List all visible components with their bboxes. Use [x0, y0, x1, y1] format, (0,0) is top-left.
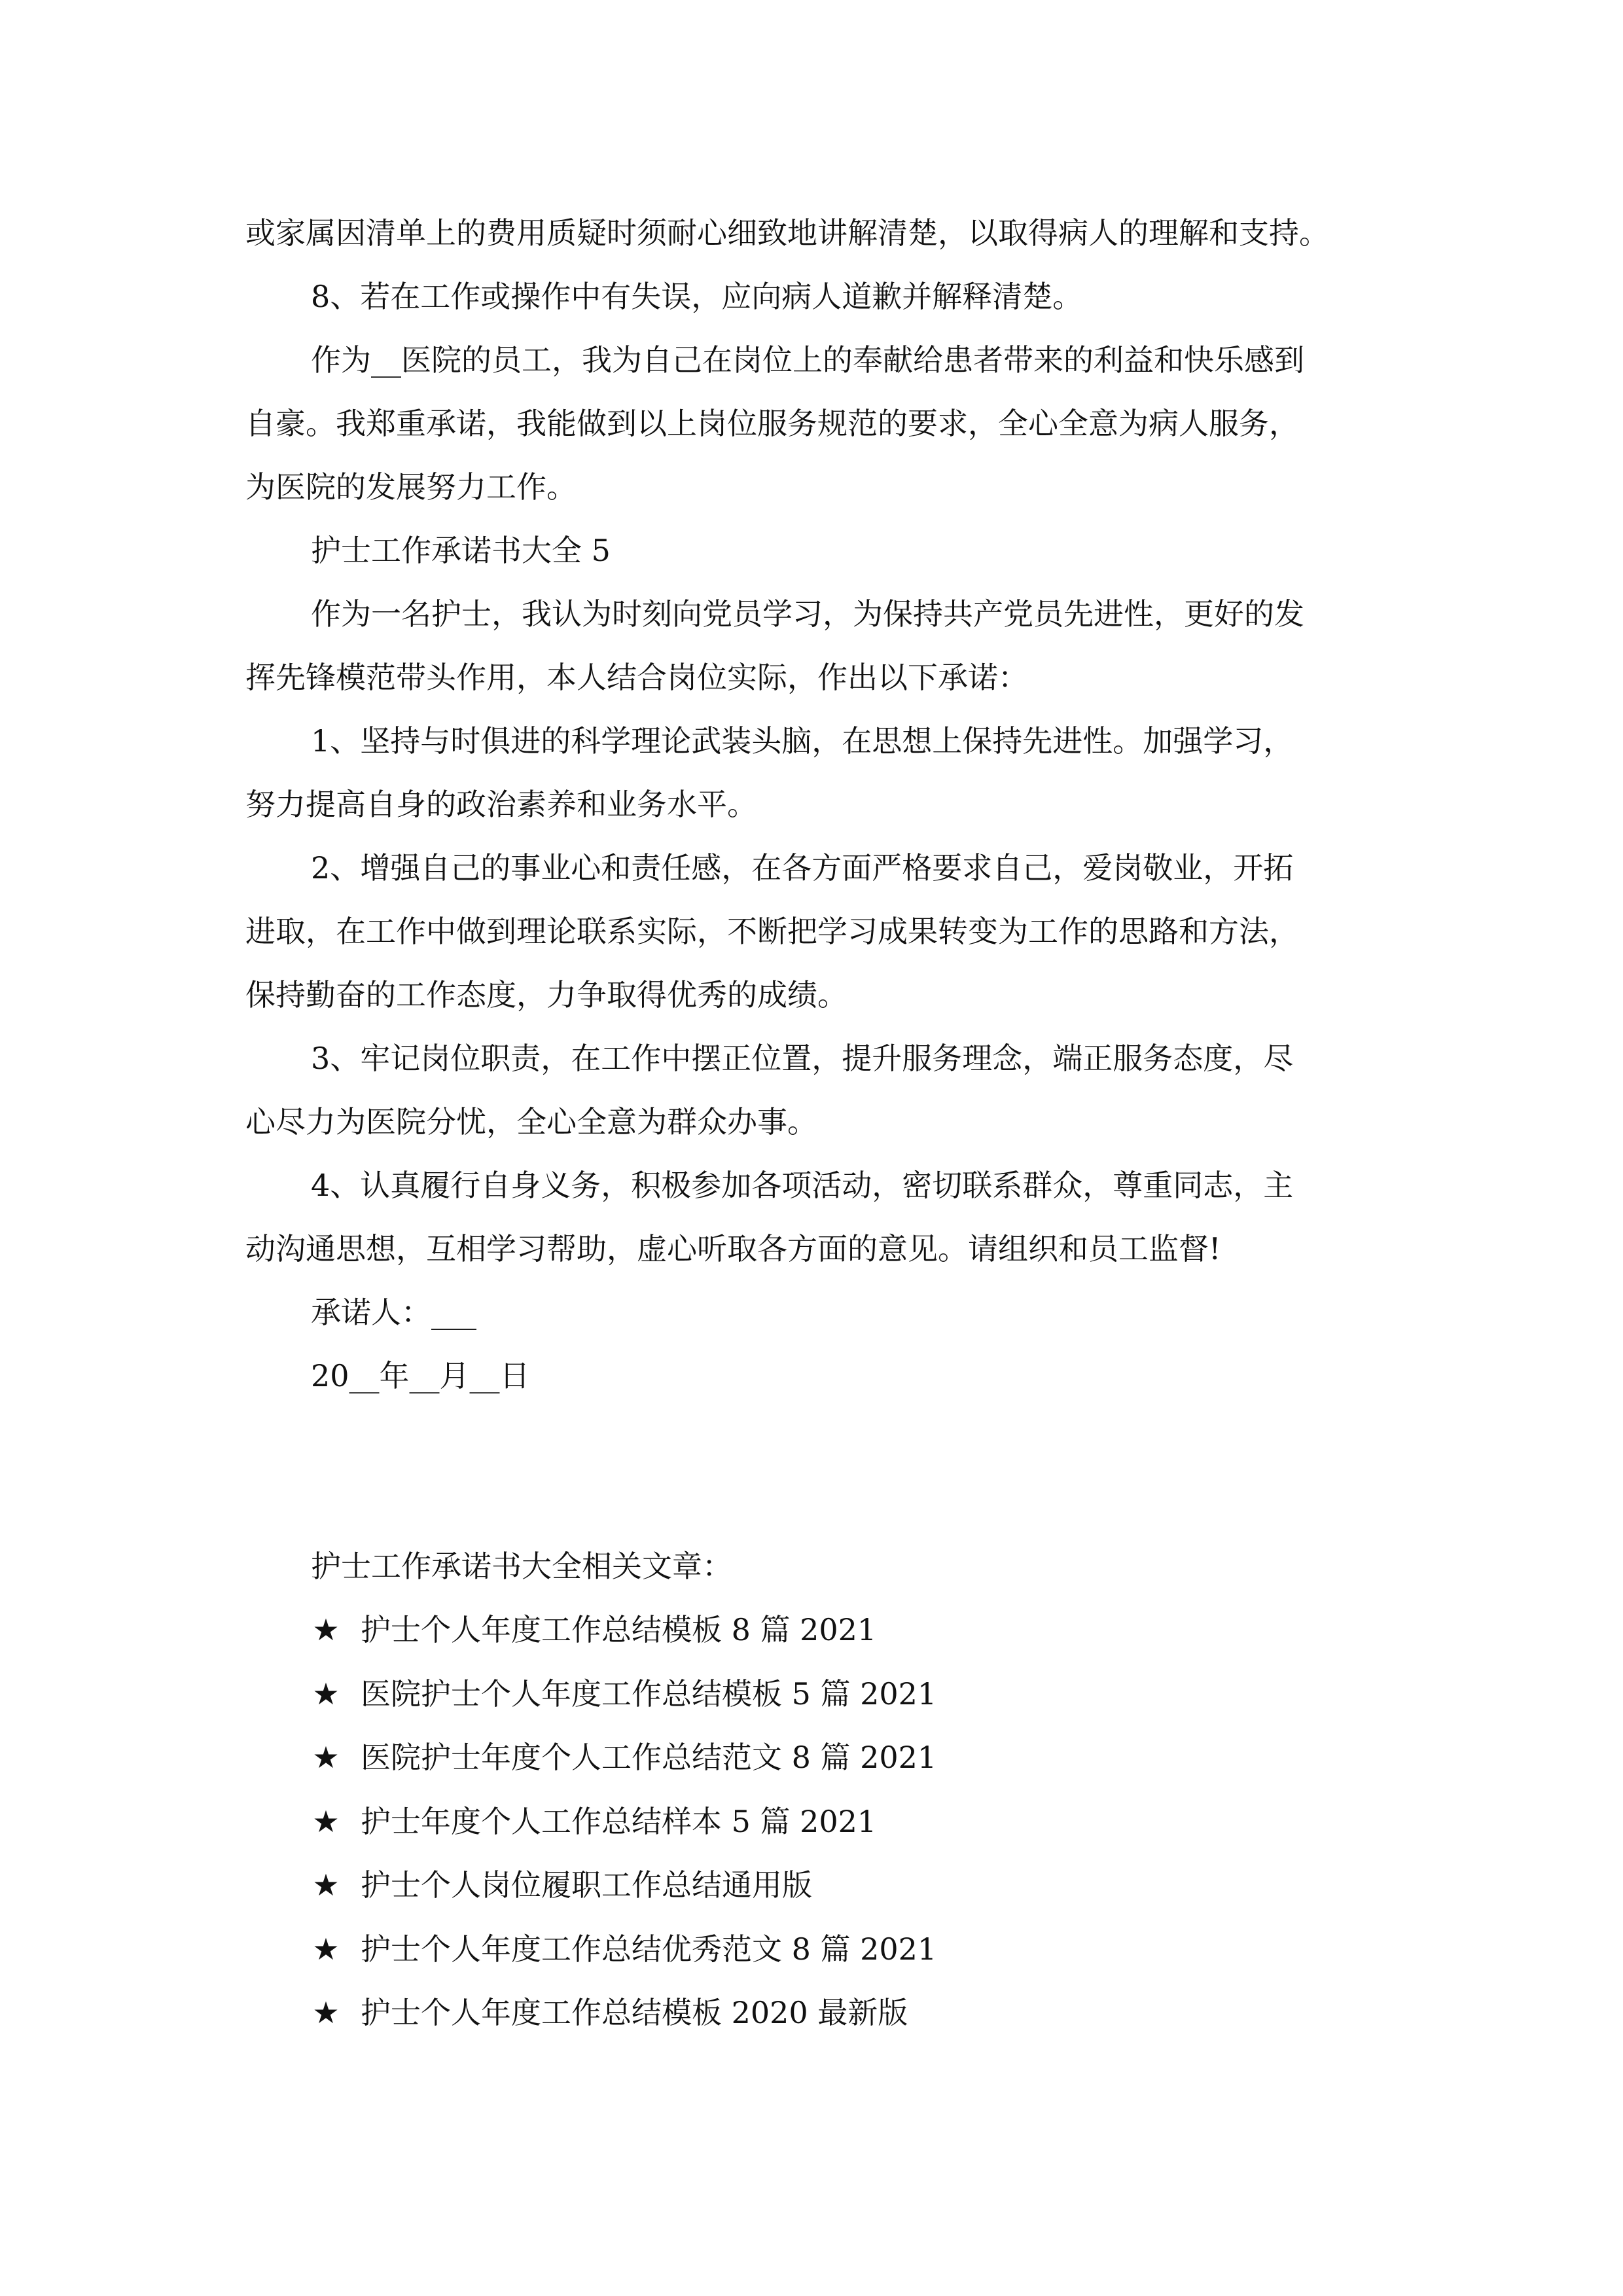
spacer — [245, 1408, 1423, 1535]
star-icon: ★ — [312, 1676, 340, 1712]
paragraph-line: 3、牢记岗位职责，在工作中摆正位置，提升服务理念，端正服务态度，尽 — [311, 1041, 1294, 1076]
related-article-title[interactable]: 护士个人年度工作总结模板 2020 最新版 — [361, 1995, 908, 2030]
document-body — [245, 202, 1423, 2045]
paragraph-line: 心尽力为医院分忧，全心全意为群众办事。 — [245, 1104, 817, 1139]
paragraph-line: 4、认真履行自身义务，积极参加各项活动，密切联系群众，尊重同志，主 — [311, 1168, 1294, 1203]
paragraph-line: 挥先锋模范带头作用，本人结合岗位实际，作出以下承诺： — [245, 660, 1028, 695]
star-icon: ★ — [312, 1612, 340, 1647]
paragraph-line: 保持勤奋的工作态度，力争取得优秀的成绩。 — [245, 977, 847, 1013]
paragraph-line: 动沟通思想，互相学习帮助，虚心听取各方面的意见。请组织和员工监督! — [245, 1231, 1221, 1266]
related-article-title[interactable]: 护士个人年度工作总结优秀范文 8 篇 2021 — [361, 1931, 937, 1967]
related-article-title[interactable]: 护士年度个人工作总结样本 5 篇 2021 — [361, 1803, 877, 1839]
paragraph-line: 进取，在工作中做到理论联系实际，不断把学习成果转变为工作的思路和方法， — [245, 914, 1299, 949]
paragraph-line: 作为__医院的员工，我为自己在岗位上的奉献给患者带来的利益和快乐感到 — [311, 342, 1304, 378]
related-article-link[interactable] — [245, 1790, 1423, 1854]
paragraph-line: 1、坚持与时俱进的科学理论武装头脑，在思想上保持先进性。加强学习， — [311, 723, 1294, 759]
paragraph-line: 努力提高自身的政治素养和业务水平。 — [245, 787, 757, 822]
related-article-link[interactable] — [245, 1598, 1423, 1662]
section-heading: 护士工作承诺书大全 5 — [311, 533, 611, 568]
star-icon: ★ — [312, 1867, 340, 1903]
related-heading: 护士工作承诺书大全相关文章： — [311, 1549, 732, 1584]
signatory-line: 承诺人：___ — [311, 1295, 476, 1330]
related-article-title[interactable]: 护士个人岗位履职工作总结通用版 — [361, 1867, 812, 1903]
star-icon: ★ — [312, 1740, 340, 1775]
related-article-link[interactable] — [245, 1662, 1423, 1727]
related-article-title[interactable]: 医院护士个人年度工作总结模板 5 篇 2021 — [361, 1676, 937, 1712]
paragraph-line: 为医院的发展努力工作。 — [245, 469, 577, 505]
related-article-link[interactable] — [245, 1726, 1423, 1790]
paragraph-line: 自豪。我郑重承诺，我能做到以上岗位服务规范的要求，全心全意为病人服务， — [245, 406, 1299, 441]
paragraph-line: 或家属因清单上的费用质疑时须耐心细致地讲解清楚，以取得病人的理解和支持。 — [245, 215, 1329, 251]
related-article-title[interactable]: 医院护士年度个人工作总结范文 8 篇 2021 — [361, 1740, 937, 1775]
star-icon: ★ — [312, 1995, 340, 2030]
star-icon: ★ — [312, 1803, 340, 1839]
related-article-title[interactable]: 护士个人年度工作总结模板 8 篇 2021 — [361, 1612, 877, 1647]
paragraph-line: 2、增强自己的事业心和责任感，在各方面严格要求自己，爱岗敬业，开拓 — [311, 850, 1294, 886]
date-line: 20__年__月__日 — [311, 1358, 530, 1393]
star-icon: ★ — [312, 1931, 340, 1967]
paragraph-line: 8、若在工作或操作中有失误，应向病人道歉并解释清楚。 — [311, 279, 1083, 314]
related-article-link[interactable] — [245, 1918, 1423, 1982]
paragraph-line: 作为一名护士，我认为时刻向党员学习，为保持共产党员先进性，更好的发 — [311, 596, 1304, 632]
related-articles-list — [245, 1598, 1423, 2045]
related-article-link[interactable] — [245, 1981, 1423, 2045]
related-article-link[interactable] — [245, 1854, 1423, 1918]
